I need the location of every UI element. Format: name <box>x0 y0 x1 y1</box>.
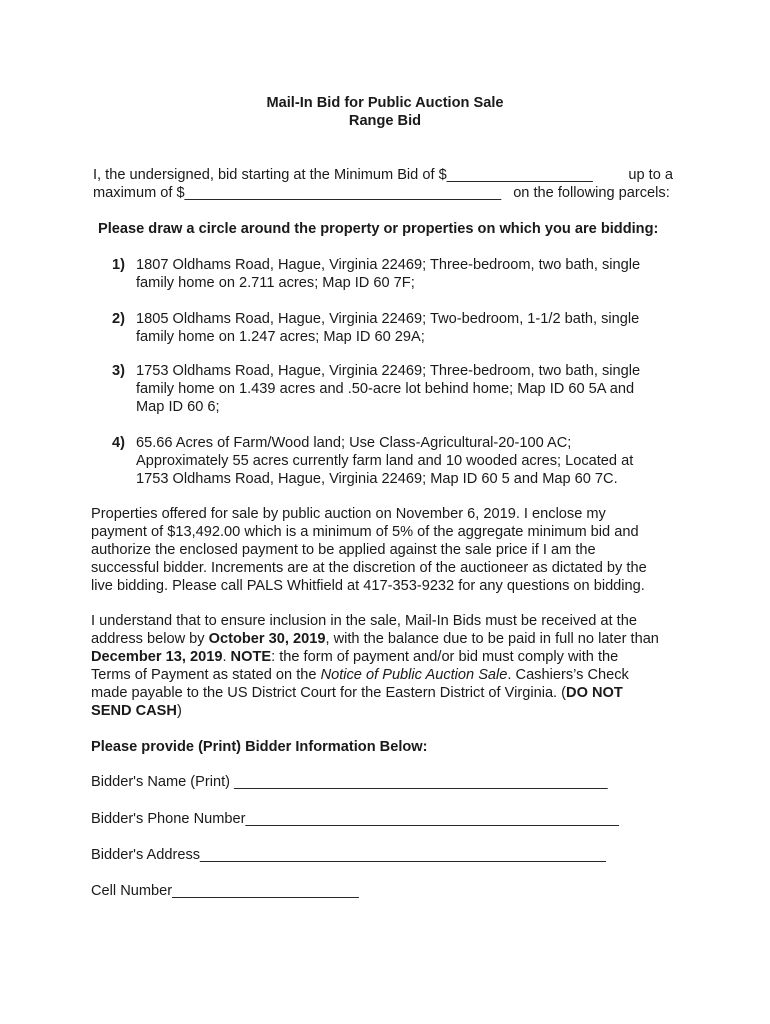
property-line: Map ID 60 6; <box>136 399 220 415</box>
intro-up-to-label: up to a <box>628 167 673 183</box>
property-line: family home on 1.439 acres and .50-acre lot behind home; Map ID 60 5A and <box>136 381 635 397</box>
bid-deadline-date: October 30, 2019 <box>208 631 326 647</box>
paragraph-line: successful bidder. Increments are at the discretion of the auctioneer as dictated by the <box>91 560 647 576</box>
property-line: 1753 Oldhams Road, Hague, Virginia 22469; Three-bedroom, two bath, single <box>136 363 641 379</box>
paragraph-line: Terms of Payment as stated on the Notice of Public Auction Sale. Cashiers’s Check <box>91 667 629 683</box>
intro-max-label: maximum of $ <box>93 185 185 201</box>
circle-instruction: Please draw a circle around the property or properties on which you are bidding: <box>98 221 659 237</box>
cell-number-field[interactable]: Cell Number_______________________ <box>91 883 359 899</box>
property-line: 1753 Oldhams Road, Hague, Virginia 22469; Map ID 60 5 and Map 60 7C. <box>136 471 618 487</box>
offer-paragraph <box>91 505 647 595</box>
property-line: family home on 2.711 acres; Map ID 60 7F; <box>136 275 415 291</box>
paragraph-line: payment of $13,492.00 which is a minimum of 5% of the aggregate minimum bid and <box>91 524 639 540</box>
max-bid-blank[interactable]: _______________________________________ <box>184 185 502 201</box>
property-line: 65.66 Acres of Farm/Wood land; Use Class-Agricultural-20-100 AC; <box>136 435 572 451</box>
bidder-address-field[interactable]: Bidder's Address__________________________________________________ <box>91 847 606 863</box>
paragraph-line: live bidding. Please call PALS Whitfield at 417-353-9232 for any questions on bidding. <box>91 578 645 594</box>
bidder-name-field[interactable]: Bidder's Name (Print) ______________________________________________ <box>91 774 608 790</box>
paragraph-line: December 13, 2019. NOTE: the form of payment and/or bid must comply with the <box>91 649 619 665</box>
document-title: Mail-In Bid for Public Auction Sale <box>266 95 504 111</box>
paragraph-line: I understand that to ensure inclusion in the sale, Mail-In Bids must be received at the <box>91 613 637 629</box>
property-number: 4) <box>112 435 125 451</box>
property-line: family home on 1.247 acres; Map ID 60 29A; <box>136 329 425 345</box>
property-number: 1) <box>112 257 125 273</box>
paragraph-line: address below by October 30, 2019, with the balance due to be paid in full no later than <box>91 631 659 647</box>
property-line: Approximately 55 acres currently farm land and 10 wooded acres; Located at <box>136 453 634 469</box>
do-not-label: DO NOT <box>566 685 623 701</box>
paragraph-line: made payable to the US District Court for the Eastern District of Virginia. (DO NOT <box>91 685 623 701</box>
property-line: 1807 Oldhams Road, Hague, Virginia 22469; Three-bedroom, two bath, single <box>136 257 641 273</box>
min-bid-blank[interactable]: __________________ <box>446 167 593 183</box>
intro-parcels-label: on the following parcels: <box>513 185 670 201</box>
intro-line-2 <box>93 184 670 202</box>
balance-due-date: December 13, 2019 <box>91 649 223 665</box>
terms-paragraph <box>91 612 659 720</box>
notice-title: Notice of Public Auction Sale <box>320 667 508 683</box>
paragraph-line: Properties offered for sale by public auction on November 6, 2019. I enclose my <box>91 506 606 522</box>
intro-line-1 <box>93 166 673 184</box>
paragraph-line: authorize the enclosed payment to be applied against the sale price if I am the <box>91 542 596 558</box>
note-label: NOTE <box>230 649 272 665</box>
bidder-phone-field[interactable]: Bidder's Phone Number______________________________________________ <box>91 811 619 827</box>
property-number: 2) <box>112 311 125 327</box>
intro-min-bid-label: I, the undersigned, bid starting at the Minimum Bid of $ <box>93 167 447 183</box>
document-subtitle: Range Bid <box>348 113 422 129</box>
property-line: 1805 Oldhams Road, Hague, Virginia 22469; Two-bedroom, 1-1/2 bath, single <box>136 311 640 327</box>
property-number: 3) <box>112 363 125 379</box>
bidder-info-heading: Please provide (Print) Bidder Information Below: <box>91 739 428 755</box>
paragraph-line: SEND CASH) <box>91 703 182 719</box>
send-cash-label: SEND CASH <box>91 703 177 719</box>
